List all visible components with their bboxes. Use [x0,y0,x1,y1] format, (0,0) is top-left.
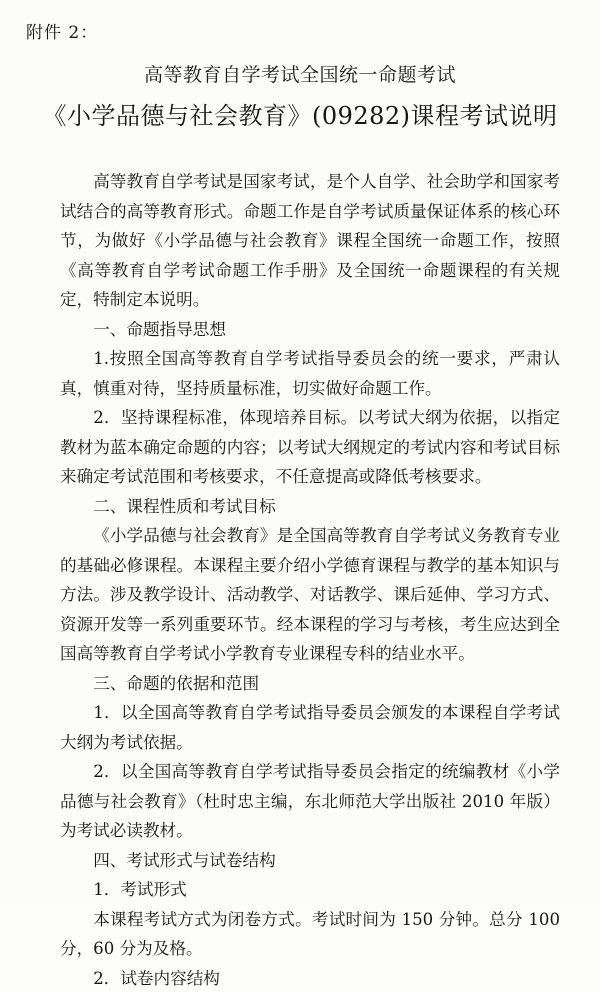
subsection-heading-4-1: 1．考试形式 [60,875,560,905]
section-4-exam-form-paragraph: 本课程考试方式为闭卷方式。考试时间为 150 分钟。总分 100 分，60 分为及格。 [60,905,560,964]
attachment-label: 附件 2： [26,18,98,43]
section-heading-1: 一、命题指导思想 [60,315,560,345]
document-body [60,167,560,993]
section-3-item-1: 1．以全国高等教育自学考试指导委员会颁发的本课程自学考试大纲为考试依据。 [60,698,560,757]
section-heading-3: 三、命题的依据和范围 [60,669,560,699]
section-heading-2: 二、课程性质和考试目标 [60,492,560,522]
section-1-item-2: 2．坚持课程标准，体现培养目标。以考试大纲为依据，以指定教材为蓝本确定命题的内容；以考试大纲规定的考试内容和考试目标来确定考试范围和考核要求，不任意提高或降低考核要求。 [60,403,560,492]
section-1-item-1: 1.按照全国高等教育自学考试指导委员会的统一要求，严肃认真，慎重对待，坚持质量标准，切实做好命题工作。 [60,344,560,403]
section-heading-4: 四、考试形式与试卷结构 [60,846,560,876]
section-3-item-2: 2．以全国高等教育自学考试指导委员会指定的统编教材《小学品德与社会教育》（杜时忠主编，东北师范大学出版社 2010 年版）为考试必读教材。 [60,757,560,846]
section-2-paragraph: 《小学品德与社会教育》是全国高等教育自学考试义务教育专业的基础必修课程。本课程主要介绍小学德育课程与教学的基本知识与方法。涉及教学设计、活动教学、对话教学、课后延伸、学习方式、资源开发等一系列重要环节。经本课程的学习与考核，考生应达到全国高等教育自学考试小学教育专业课程专科的结业水平。 [60,521,560,669]
intro-paragraph: 高等教育自学考试是国家考试，是个人自学、社会助学和国家考试结合的高等教育形式。命题工作是自学考试质量保证体系的核心环节，为做好《小学品德与社会教育》课程全国统一命题工作，按照《高等教育自学考试命题工作手册》及全国统一命题课程的有关规定，特制定本说明。 [60,167,560,315]
subsection-heading-4-2: 2．试卷内容结构 [60,964,560,993]
document-title-line-2: 《小学品德与社会教育》(09282)课程考试说明 [0,96,600,131]
document-title-line-1: 高等教育自学考试全国统一命题考试 [0,60,600,87]
